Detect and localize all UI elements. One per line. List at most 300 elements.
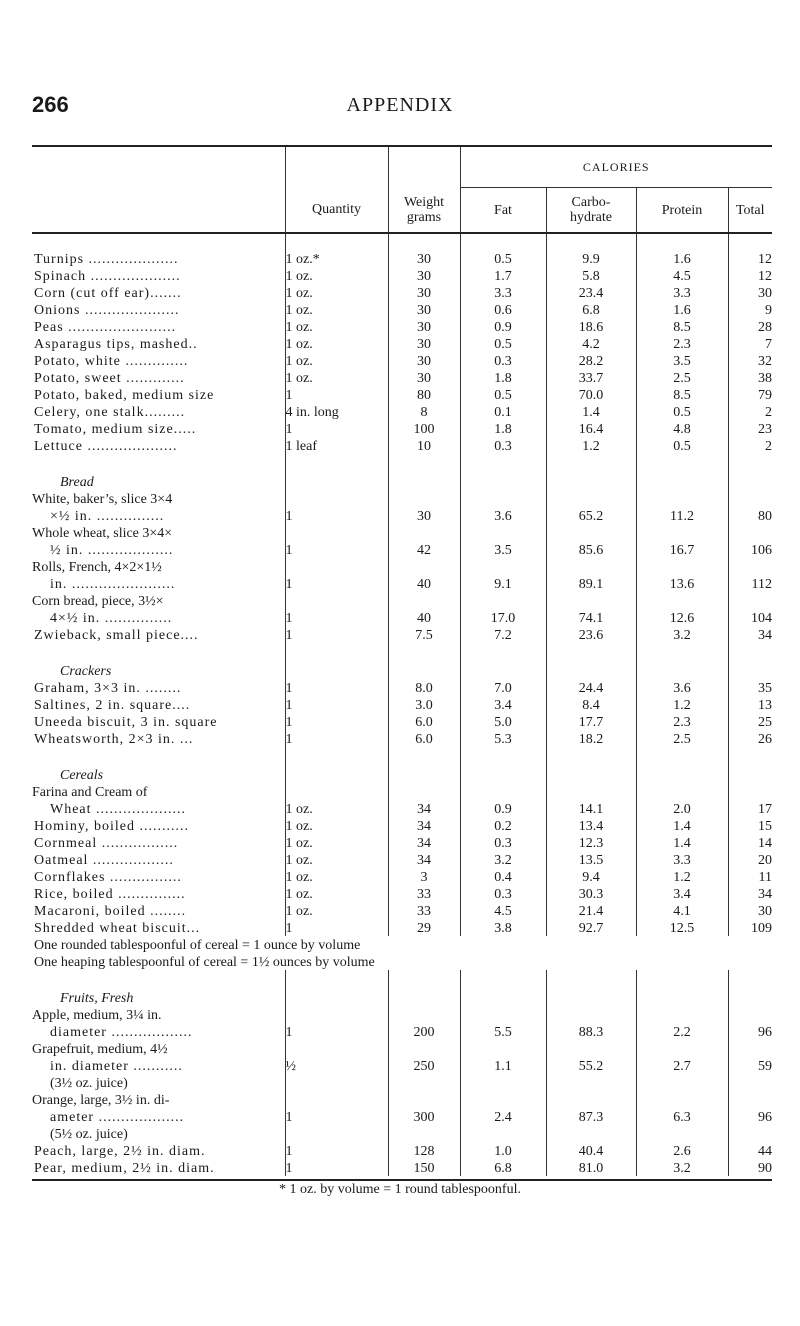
protein-cell: 4.8 <box>636 420 728 437</box>
weight-cell: 40 <box>388 575 460 592</box>
food-name: Lettuce .................... <box>34 439 178 454</box>
fat-cell: 0.3 <box>460 885 546 902</box>
fat-cell: 7.0 <box>460 679 546 696</box>
carbohydrate-cell: 74.1 <box>546 609 636 626</box>
table-row <box>32 267 772 284</box>
fruit-item-line1 <box>32 1091 772 1108</box>
table-row <box>32 318 772 335</box>
quantity-cell: 1 <box>285 541 388 558</box>
food-name: Cornflakes ................ <box>34 870 182 885</box>
food-name: Hominy, boiled ........... <box>34 819 189 834</box>
weight-header: Weight grams <box>388 188 460 234</box>
fat-cell: 7.2 <box>460 626 546 643</box>
quantity-cell: 1 oz. <box>285 267 388 284</box>
cereal-item-line1-text: Farina and Cream of <box>32 785 148 800</box>
carbohydrate-cell: 12.3 <box>546 834 636 851</box>
bread-section <box>32 454 772 643</box>
carbohydrate-cell: 40.4 <box>546 1142 636 1159</box>
protein-cell: 12.5 <box>636 919 728 936</box>
table-row <box>32 301 772 318</box>
weight-cell: 29 <box>388 919 460 936</box>
food-name: Cornmeal ................. <box>34 836 179 851</box>
food-name: Onions ..................... <box>34 303 180 318</box>
total-cell: 109 <box>728 919 772 936</box>
table-row <box>32 885 772 902</box>
fat-cell: 0.9 <box>460 800 546 817</box>
fat-cell: 0.2 <box>460 817 546 834</box>
food-name: ×½ in. ............... <box>50 509 165 524</box>
cereal-volume-note-1-text: One rounded tablespoonful of cereal = 1 ounce by volume <box>34 938 361 953</box>
protein-cell: 2.3 <box>636 335 728 352</box>
quantity-cell: 1 <box>285 386 388 403</box>
weight-cell: 30 <box>388 335 460 352</box>
food-name: Macaroni, boiled ........ <box>34 904 187 919</box>
table-row <box>32 335 772 352</box>
quantity-cell: 1 oz. <box>285 800 388 817</box>
protein-cell: 1.4 <box>636 834 728 851</box>
total-cell: 59 <box>728 1057 772 1074</box>
fat-cell: 0.5 <box>460 386 546 403</box>
cereal-volume-note-1 <box>32 936 772 953</box>
fat-cell: 0.3 <box>460 834 546 851</box>
total-cell: 106 <box>728 541 772 558</box>
total-cell: 20 <box>728 851 772 868</box>
total-cell: 96 <box>728 1108 772 1125</box>
cereals-heading-text: Cereals <box>60 768 104 783</box>
weight-cell: 3 <box>388 868 460 885</box>
fat-header: Fat <box>460 188 546 234</box>
protein-cell: 1.6 <box>636 250 728 267</box>
quantity-cell: 1 oz. <box>285 902 388 919</box>
weight-cell: 3.0 <box>388 696 460 713</box>
cereal-volume-note-2 <box>32 953 772 970</box>
food-name: ameter ................... <box>50 1110 185 1125</box>
protein-cell: 1.2 <box>636 696 728 713</box>
table-row <box>32 386 772 403</box>
total-cell: 96 <box>728 1023 772 1040</box>
carbohydrate-cell: 23.4 <box>546 284 636 301</box>
total-cell: 17 <box>728 800 772 817</box>
weight-cell: 100 <box>388 420 460 437</box>
table-row <box>32 609 772 626</box>
cereal-volume-note-2-text: One heaping tablespoonful of cereal = 1½ ounces by volume <box>34 955 375 970</box>
weight-cell: 250 <box>388 1057 460 1074</box>
crackers-heading <box>32 643 772 679</box>
food-name: in. diameter ........... <box>50 1059 183 1074</box>
carbohydrate-cell: 30.3 <box>546 885 636 902</box>
weight-cell: 10 <box>388 437 460 454</box>
weight-cell: 34 <box>388 800 460 817</box>
carbohydrate-header: Carbo- hydrate <box>546 188 636 234</box>
quantity-cell: 1 <box>285 730 388 747</box>
carbohydrate-cell: 70.0 <box>546 386 636 403</box>
protein-cell: 4.1 <box>636 902 728 919</box>
food-name: Saltines, 2 in. square.... <box>34 698 191 713</box>
quantity-header: Quantity <box>285 188 388 234</box>
page-number: 266 <box>32 92 69 117</box>
cereal-item-line1 <box>32 783 772 800</box>
food-name: Potato, baked, medium size <box>34 388 215 403</box>
carbohydrate-cell: 6.8 <box>546 301 636 318</box>
weight-cell: 150 <box>388 1159 460 1176</box>
protein-cell: 3.2 <box>636 1159 728 1176</box>
total-cell: 32 <box>728 352 772 369</box>
fruit-item-line1-text: Apple, medium, 3¼ in. <box>32 1008 162 1023</box>
fat-cell: 2.4 <box>460 1108 546 1125</box>
carbohydrate-cell: 9.9 <box>546 250 636 267</box>
table-row <box>32 626 772 643</box>
bread-item-line1 <box>32 592 772 609</box>
quantity-cell: 1 <box>285 609 388 626</box>
food-name: diameter .................. <box>50 1025 193 1040</box>
protein-cell: 4.5 <box>636 267 728 284</box>
fat-cell: 3.8 <box>460 919 546 936</box>
table-row <box>32 284 772 301</box>
carbohydrate-cell: 28.2 <box>546 352 636 369</box>
food-name: Uneeda biscuit, 3 in. square <box>34 715 218 730</box>
weight-cell: 30 <box>388 507 460 524</box>
carbohydrate-cell: 65.2 <box>546 507 636 524</box>
fruit-item-line1 <box>32 1006 772 1023</box>
total-cell: 7 <box>728 335 772 352</box>
quantity-cell: 1 <box>285 1023 388 1040</box>
total-cell: 12 <box>728 250 772 267</box>
cereals-section <box>32 747 772 970</box>
crackers-heading-text: Crackers <box>60 664 112 679</box>
table-row <box>32 1142 772 1159</box>
protein-cell: 1.4 <box>636 817 728 834</box>
fruits-heading <box>32 970 772 1006</box>
protein-cell: 3.4 <box>636 885 728 902</box>
protein-cell: 0.5 <box>636 403 728 420</box>
total-cell: 11 <box>728 868 772 885</box>
total-cell: 14 <box>728 834 772 851</box>
bread-item-line1 <box>32 524 772 541</box>
total-cell: 112 <box>728 575 772 592</box>
quantity-cell: 1 <box>285 420 388 437</box>
carbohydrate-cell: 17.7 <box>546 713 636 730</box>
weight-cell: 34 <box>388 834 460 851</box>
weight-cell: 30 <box>388 301 460 318</box>
food-name: Potato, sweet ............. <box>34 371 185 386</box>
quantity-cell: ½ <box>285 1057 388 1074</box>
table-row <box>32 679 772 696</box>
quantity-cell: 1 oz. <box>285 284 388 301</box>
quantity-cell: 1 <box>285 507 388 524</box>
quantity-cell: 1 oz. <box>285 817 388 834</box>
food-name: 4×½ in. ............... <box>50 611 173 626</box>
total-cell: 104 <box>728 609 772 626</box>
quantity-cell: 1 oz. <box>285 352 388 369</box>
protein-cell: 13.6 <box>636 575 728 592</box>
weight-cell: 6.0 <box>388 730 460 747</box>
table-row <box>32 834 772 851</box>
table-row <box>32 868 772 885</box>
calories-group-header: CALORIES <box>460 147 772 188</box>
food-name: Pear, medium, 2½ in. diam. <box>34 1161 215 1176</box>
protein-cell: 6.3 <box>636 1108 728 1125</box>
food-name: Asparagus tips, mashed.. <box>34 337 198 352</box>
fat-cell: 0.9 <box>460 318 546 335</box>
protein-cell: 2.5 <box>636 730 728 747</box>
quantity-cell: 1 <box>285 919 388 936</box>
table-row <box>32 420 772 437</box>
weight-cell: 128 <box>388 1142 460 1159</box>
total-cell: 34 <box>728 885 772 902</box>
food-name: Peach, large, 2½ in. diam. <box>34 1144 206 1159</box>
total-cell: 2 <box>728 403 772 420</box>
fat-cell: 5.5 <box>460 1023 546 1040</box>
total-cell: 44 <box>728 1142 772 1159</box>
carbohydrate-cell: 4.2 <box>546 335 636 352</box>
food-name: Celery, one stalk......... <box>34 405 186 420</box>
quantity-cell: 1 oz. <box>285 851 388 868</box>
fat-cell: 1.1 <box>460 1057 546 1074</box>
protein-cell: 2.5 <box>636 369 728 386</box>
fat-cell: 0.5 <box>460 335 546 352</box>
weight-cell: 7.5 <box>388 626 460 643</box>
fruit-item-line1-text: Grapefruit, medium, 4½ <box>32 1042 168 1057</box>
carbohydrate-cell: 13.5 <box>546 851 636 868</box>
total-cell: 34 <box>728 626 772 643</box>
quantity-cell: 1 <box>285 575 388 592</box>
weight-cell: 30 <box>388 267 460 284</box>
weight-cell: 34 <box>388 851 460 868</box>
table-row <box>32 800 772 817</box>
protein-cell: 3.3 <box>636 851 728 868</box>
fruits-heading-text: Fruits, Fresh <box>60 991 134 1006</box>
food-name: in. ....................... <box>50 577 176 592</box>
table-row <box>32 250 772 267</box>
fat-cell: 3.3 <box>460 284 546 301</box>
weight-cell: 8 <box>388 403 460 420</box>
quantity-cell: 1 oz. <box>285 834 388 851</box>
table-row <box>32 1159 772 1176</box>
fruit-item-line3-text: (5½ oz. juice) <box>50 1127 128 1142</box>
carbohydrate-cell: 13.4 <box>546 817 636 834</box>
quantity-cell: 1 oz. <box>285 318 388 335</box>
protein-cell: 3.2 <box>636 626 728 643</box>
protein-cell: 1.6 <box>636 301 728 318</box>
carbohydrate-cell: 23.6 <box>546 626 636 643</box>
table-row <box>32 919 772 936</box>
total-cell: 38 <box>728 369 772 386</box>
table-row <box>32 1057 772 1074</box>
carbohydrate-cell: 1.2 <box>546 437 636 454</box>
carbohydrate-cell: 18.2 <box>546 730 636 747</box>
carbohydrate-cell: 18.6 <box>546 318 636 335</box>
food-name: Oatmeal .................. <box>34 853 174 868</box>
bread-item-line1-text: White, baker’s, slice 3×4 <box>32 492 173 507</box>
weight-cell: 30 <box>388 318 460 335</box>
bread-heading <box>32 454 772 490</box>
fat-cell: 5.0 <box>460 713 546 730</box>
quantity-cell: 4 in. long <box>285 403 388 420</box>
fruit-item-line3 <box>32 1074 772 1091</box>
total-cell: 25 <box>728 713 772 730</box>
table-row <box>32 1023 772 1040</box>
food-name: Graham, 3×3 in. ........ <box>34 681 182 696</box>
table-row <box>32 507 772 524</box>
protein-cell: 12.6 <box>636 609 728 626</box>
table-row <box>32 403 772 420</box>
weight-cell: 6.0 <box>388 713 460 730</box>
bread-item-line1 <box>32 490 772 507</box>
carbohydrate-cell: 92.7 <box>546 919 636 936</box>
footnote: * 1 oz. by volume = 1 round tablespoonful. <box>279 1182 521 1197</box>
fat-cell: 1.0 <box>460 1142 546 1159</box>
fat-cell: 1.8 <box>460 420 546 437</box>
weight-cell: 40 <box>388 609 460 626</box>
total-cell: 30 <box>728 284 772 301</box>
bread-item-line1-text: Whole wheat, slice 3×4× <box>32 526 173 541</box>
weight-cell: 200 <box>388 1023 460 1040</box>
table-row <box>32 713 772 730</box>
protein-cell: 2.7 <box>636 1057 728 1074</box>
page-heading: APPENDIX <box>346 94 454 116</box>
carbohydrate-cell: 14.1 <box>546 800 636 817</box>
quantity-cell: 1 <box>285 1142 388 1159</box>
total-cell: 12 <box>728 267 772 284</box>
total-cell: 23 <box>728 420 772 437</box>
total-cell: 26 <box>728 730 772 747</box>
carbohydrate-cell: 55.2 <box>546 1057 636 1074</box>
bread-heading-text: Bread <box>60 475 94 490</box>
table-row <box>32 437 772 454</box>
total-cell: 9 <box>728 301 772 318</box>
vegetables-section <box>32 250 772 454</box>
carbohydrate-cell: 1.4 <box>546 403 636 420</box>
weight-cell: 34 <box>388 817 460 834</box>
fruit-item-line1-text: Orange, large, 3½ in. di- <box>32 1093 170 1108</box>
quantity-cell: 1 <box>285 713 388 730</box>
weight-cell: 8.0 <box>388 679 460 696</box>
fat-cell: 1.7 <box>460 267 546 284</box>
fruits-section <box>32 970 772 1176</box>
quantity-cell: 1 oz. <box>285 301 388 318</box>
table-row <box>32 817 772 834</box>
total-cell: 15 <box>728 817 772 834</box>
fat-cell: 0.4 <box>460 868 546 885</box>
quantity-cell: 1 <box>285 1108 388 1125</box>
weight-cell: 42 <box>388 541 460 558</box>
total-cell: 30 <box>728 902 772 919</box>
quantity-cell: 1 oz. <box>285 868 388 885</box>
weight-cell: 30 <box>388 284 460 301</box>
protein-cell: 16.7 <box>636 541 728 558</box>
protein-cell: 1.2 <box>636 868 728 885</box>
total-cell: 35 <box>728 679 772 696</box>
table-row <box>32 541 772 558</box>
total-cell: 90 <box>728 1159 772 1176</box>
food-name: Wheatsworth, 2×3 in. ... <box>34 732 194 747</box>
food-name: Potato, white .............. <box>34 354 189 369</box>
quantity-cell: 1 <box>285 696 388 713</box>
food-name: Corn (cut off ear)....... <box>34 286 182 301</box>
carbohydrate-cell: 85.6 <box>546 541 636 558</box>
carbohydrate-cell: 89.1 <box>546 575 636 592</box>
table-row <box>32 369 772 386</box>
food-name: Shredded wheat biscuit... <box>34 921 201 936</box>
weight-cell: 80 <box>388 386 460 403</box>
carbohydrate-cell: 88.3 <box>546 1023 636 1040</box>
bread-item-line1-text: Rolls, French, 4×2×1½ <box>32 560 162 575</box>
table-row <box>32 1108 772 1125</box>
food-name: Spinach .................... <box>34 269 181 284</box>
fat-cell: 9.1 <box>460 575 546 592</box>
food-name: Zwieback, small piece.... <box>34 628 199 643</box>
weight-cell: 300 <box>388 1108 460 1125</box>
protein-cell: 3.3 <box>636 284 728 301</box>
food-name: Wheat .................... <box>50 802 187 817</box>
quantity-cell: 1 <box>285 626 388 643</box>
fat-cell: 0.6 <box>460 301 546 318</box>
protein-cell: 2.2 <box>636 1023 728 1040</box>
protein-cell: 2.0 <box>636 800 728 817</box>
fat-cell: 3.2 <box>460 851 546 868</box>
total-cell: 13 <box>728 696 772 713</box>
quantity-cell: 1 <box>285 679 388 696</box>
fat-cell: 1.8 <box>460 369 546 386</box>
weight-cell: 30 <box>388 352 460 369</box>
quantity-cell: 1 oz. <box>285 335 388 352</box>
carbohydrate-cell: 81.0 <box>546 1159 636 1176</box>
fruit-item-line3-text: (3½ oz. juice) <box>50 1076 128 1091</box>
fat-cell: 0.5 <box>460 250 546 267</box>
table-row <box>32 575 772 592</box>
total-cell: 2 <box>728 437 772 454</box>
protein-cell: 2.6 <box>636 1142 728 1159</box>
quantity-cell: 1 oz. <box>285 885 388 902</box>
protein-cell: 3.6 <box>636 679 728 696</box>
total-cell: 79 <box>728 386 772 403</box>
total-cell: 28 <box>728 318 772 335</box>
carbohydrate-cell: 8.4 <box>546 696 636 713</box>
weight-cell: 30 <box>388 369 460 386</box>
fat-cell: 6.8 <box>460 1159 546 1176</box>
food-name: ½ in. ................... <box>50 543 174 558</box>
quantity-cell: 1 oz.* <box>285 250 388 267</box>
table-row <box>32 851 772 868</box>
fat-cell: 17.0 <box>460 609 546 626</box>
food-name: Turnips .................... <box>34 252 179 267</box>
weight-cell: 33 <box>388 885 460 902</box>
table-row <box>32 352 772 369</box>
carbohydrate-cell: 9.4 <box>546 868 636 885</box>
protein-cell: 8.5 <box>636 386 728 403</box>
quantity-cell: 1 <box>285 1159 388 1176</box>
total-cell: 80 <box>728 507 772 524</box>
total-header: Total <box>728 188 772 234</box>
protein-cell: 11.2 <box>636 507 728 524</box>
food-name: Rice, boiled ............... <box>34 887 186 902</box>
weight-cell: 33 <box>388 902 460 919</box>
table-row <box>32 902 772 919</box>
food-name: Tomato, medium size..... <box>34 422 197 437</box>
fat-cell: 3.4 <box>460 696 546 713</box>
fruit-item-line3 <box>32 1125 772 1142</box>
protein-cell: 3.5 <box>636 352 728 369</box>
fat-cell: 0.1 <box>460 403 546 420</box>
weight-cell: 30 <box>388 250 460 267</box>
nutrition-table <box>32 145 772 1181</box>
protein-cell: 0.5 <box>636 437 728 454</box>
carbohydrate-cell: 5.8 <box>546 267 636 284</box>
fat-cell: 0.3 <box>460 352 546 369</box>
carbohydrate-cell: 21.4 <box>546 902 636 919</box>
protein-header: Protein <box>636 188 728 234</box>
food-name: Peas ........................ <box>34 320 177 335</box>
